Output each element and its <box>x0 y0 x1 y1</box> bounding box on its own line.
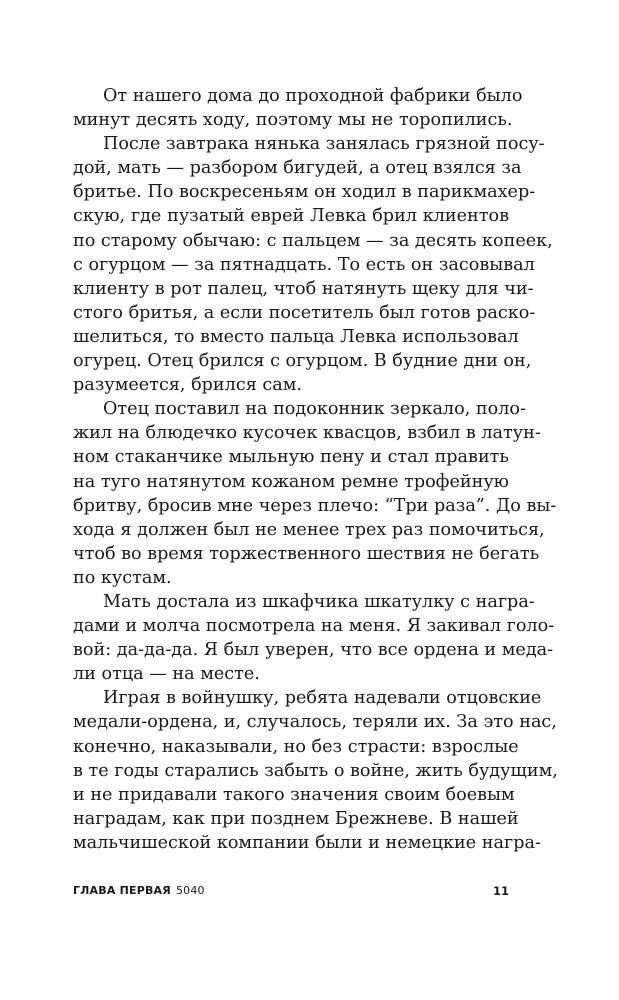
text-line: клиенту в рот палец, чтоб натянуть щеку для чи- <box>73 278 534 299</box>
text-line: вой: да-да-да. Я был уверен, что все ордена и меда- <box>73 640 554 661</box>
text-line: ли отца — на месте. <box>73 664 260 685</box>
text-line: Мать достала из шкафчика шкатулку с награ- <box>103 591 535 612</box>
text-line: по кустам. <box>73 567 172 588</box>
page-number: 11 <box>492 884 509 898</box>
text-line: После завтрака нянька занялась грязной посу- <box>103 134 545 155</box>
text-line: разумеется, брился сам. <box>73 375 303 396</box>
text-line: бритву, бросив мне через плечо: “Три раза”. До вы- <box>73 495 557 516</box>
text-line: хода я должен был не менее трех раз помочиться, <box>73 519 545 540</box>
text-line: дами и молча посмотрела на меня. Я закивал голо- <box>73 616 555 637</box>
text-line: с огурцом — за пятнадцать. То есть он засовывал <box>73 254 535 275</box>
text-line: наградам, как при позднем Брежневе. В нашей <box>73 808 519 829</box>
text-line: по старому обычаю: с пальцем — за десять копеек, <box>73 230 553 251</box>
chapter-title: ГЛАВА ПЕРВАЯ <box>73 884 171 897</box>
text-line: и не придавали такого значения своим боевым <box>73 784 515 805</box>
text-line: чтоб во время торжественного шествия не бегать <box>73 543 540 564</box>
text-line: скую, где пузатый еврей Левка брил клиентов <box>73 206 509 227</box>
text-line: стого бритья, а если посетитель был готов раско- <box>73 302 536 323</box>
text-line: мальчишеской компании были и немецкие награ- <box>73 832 541 853</box>
text-line: на туго натянутом кожаном ремне трофейную <box>73 471 509 492</box>
text-line: Отец поставил на подоконник зеркало, поло- <box>103 399 526 420</box>
text-line: ном стаканчике мыльную пену и стал править <box>73 447 509 468</box>
text-line: конечно, наказывали, но без страсти: взрослые <box>73 736 519 757</box>
paragraph <box>73 686 558 855</box>
text-line: Играя в войнушку, ребята надевали отцовские <box>103 688 542 709</box>
text-line: минут десять ходу, поэтому мы не торопились. <box>73 110 513 131</box>
text-line: жил на блюдечко кусочек квасцов, взбил в латун- <box>73 423 541 444</box>
body-text <box>73 84 558 855</box>
text-line: огурец. Отец брился с огурцом. В будние дни он, <box>73 351 532 372</box>
paragraph <box>73 132 553 397</box>
paragraph <box>73 84 523 132</box>
paragraph <box>73 590 555 686</box>
text-line: в те годы старались забыть о войне, жить будущим, <box>73 760 558 781</box>
text-line: шелиться, то вместо пальца Левка использовал <box>73 326 519 347</box>
text-line: дой, мать — разбором бигудей, а отец взялся за <box>73 158 522 179</box>
text-line: медали-ордена, и, случалось, теряли их. За это нас, <box>73 712 557 733</box>
page-footer <box>73 884 509 904</box>
paragraph <box>73 397 557 590</box>
chapter-code: 5040 <box>175 884 205 897</box>
running-footer <box>73 884 205 897</box>
text-line: От нашего дома до проходной фабрики было <box>103 86 523 106</box>
text-line: бритье. По воскресеньям он ходил в парикмахер- <box>73 182 536 203</box>
